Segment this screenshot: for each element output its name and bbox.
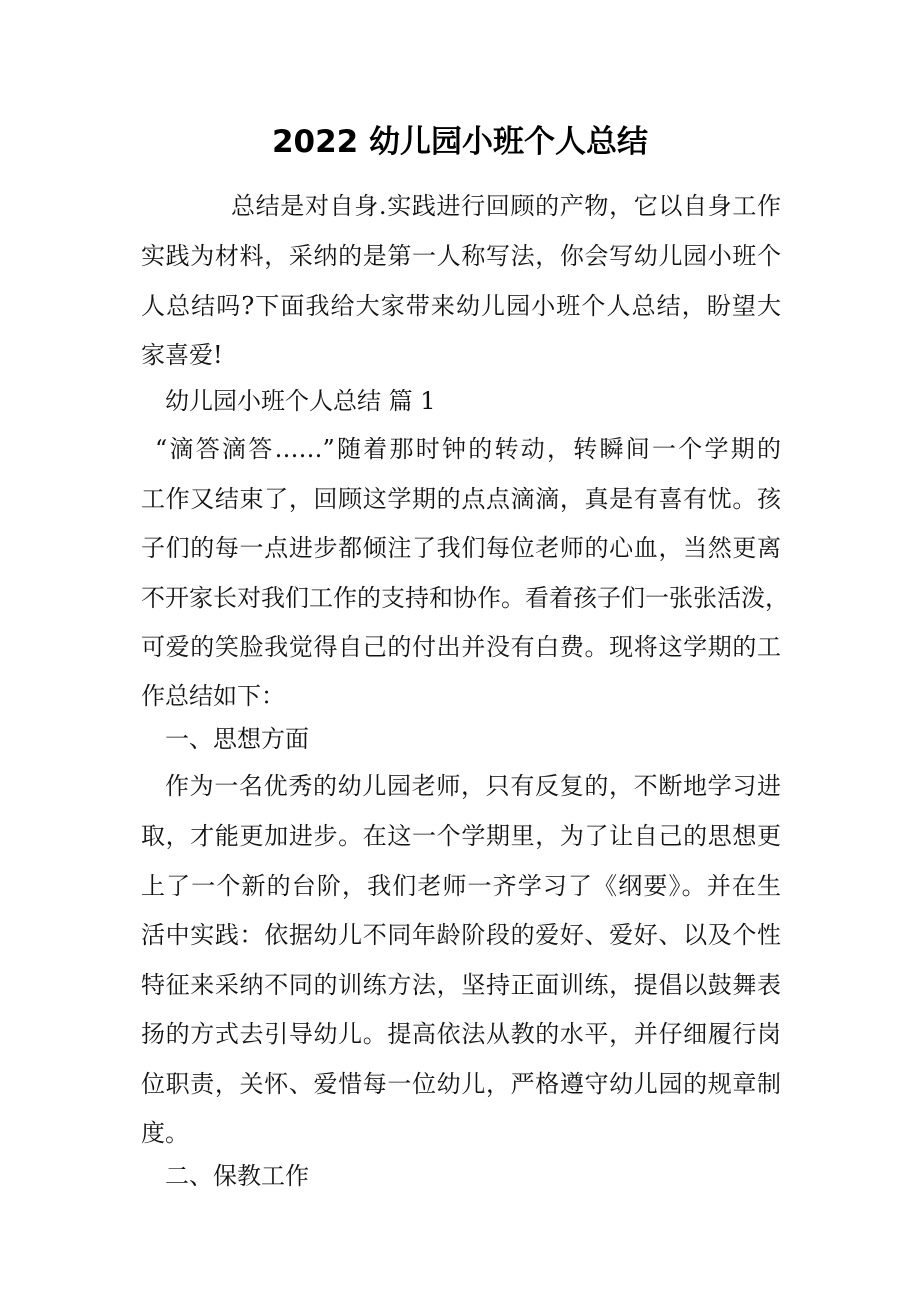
section-title: 幼儿园小班个人总结 篇 1 — [165, 387, 436, 415]
section-heading: 一、思想方面 — [165, 725, 309, 753]
paragraph-line: 取，才能更加进步。在这一个学期里，为了让自己的思想更 — [141, 822, 781, 850]
paragraph-line: 特征来采纳不同的训练方法，坚持正面训练，提倡以鼓舞表 — [141, 971, 781, 999]
intro-line: 家喜爱! — [141, 341, 223, 369]
paragraph-line: “滴答滴答……”随着那时钟的转动，转瞬间一个学期的 — [155, 435, 781, 463]
paragraph-line: 活中实践：依据幼儿不同年龄阶段的爱好、爱好、以及个性 — [141, 921, 781, 949]
paragraph-line: 扬的方式去引导幼儿。提高依法从教的水平，并仔细履行岗 — [141, 1020, 781, 1048]
paragraph-line: 不开家长对我们工作的支持和协作。看着孩子们一张张活泼， — [141, 584, 789, 612]
paragraph-line: 作总结如下： — [141, 682, 285, 710]
intro-line: 总结是对自身.实践进行回顾的产物，它以自身工作 — [231, 192, 781, 220]
paragraph-line: 子们的每一点进步都倾注了我们每位老师的心血，当然更离 — [141, 534, 781, 562]
paragraph-line: 作为一名优秀的幼儿园老师，只有反复的，不断地学习进 — [165, 772, 781, 800]
paragraph-line: 位职责，关怀、爱惜每一位幼儿，严格遵守幼儿园的规章制 — [141, 1070, 781, 1098]
paragraph-line: 上了一个新的台阶，我们老师一齐学习了《纲要》。并在生 — [141, 872, 781, 900]
paragraph-line: 可爱的笑脸我觉得自己的付出并没有白费。现将这学期的工 — [141, 633, 781, 661]
document-title: 2022 幼儿园小班个人总结 — [271, 124, 649, 160]
section-heading: 二、保教工作 — [165, 1162, 309, 1190]
intro-line: 人总结吗?下面我给大家带来幼儿园小班个人总结，盼望大 — [141, 292, 781, 320]
intro-line: 实践为材料，采纳的是第一人称写法，你会写幼儿园小班个 — [141, 242, 781, 270]
paragraph-line: 工作又结束了，回顾这学期的点点滴滴，真是有喜有忧。孩 — [141, 485, 781, 513]
paragraph-line: 度。 — [141, 1119, 189, 1147]
